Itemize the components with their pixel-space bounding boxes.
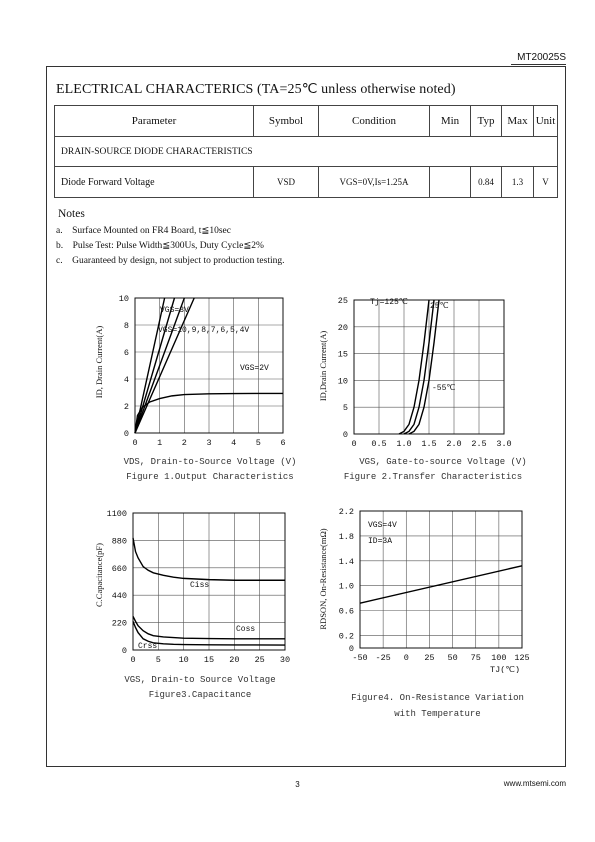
chart2-caption: Figure 2.Transfer Characteristics <box>343 472 523 482</box>
annotation-label: Ciss <box>190 581 210 590</box>
y-tick-label: 0.2 <box>338 631 354 642</box>
y-tick-label: 25 <box>337 296 348 306</box>
chart-transfer-characteristics <box>318 290 523 450</box>
x-tick-label: 75 <box>470 653 481 663</box>
chart-capacitance <box>90 505 295 667</box>
y-tick-label: 10 <box>118 294 129 304</box>
annotation-label: Coss <box>236 625 256 634</box>
page-number: 3 <box>295 780 300 789</box>
y-axis-label: RDSON, On-Resistance(mΩ) <box>318 528 328 630</box>
section-title: ELECTRICAL CHARACTERICS (TA=25℃ unless otherwise noted) <box>56 82 456 97</box>
y-tick-label: 0.6 <box>338 606 354 617</box>
y-axis-label: ID, Drain Current(A) <box>94 325 104 399</box>
cell-parameter: Diode Forward Voltage <box>55 167 254 198</box>
annotation-label: VGS=10,9,8,7,6,5,4V <box>158 326 250 335</box>
header-rule <box>511 64 566 65</box>
plot-frame <box>360 511 522 648</box>
chart1-xlabel: VDS, Drain-to-Source Voltage (V) <box>123 457 297 467</box>
notes-heading: Notes <box>58 208 85 220</box>
y-tick-label: 220 <box>111 618 127 629</box>
x-tick-label: 50 <box>447 653 458 663</box>
y-tick-label: 0 <box>121 646 127 656</box>
x-axis-label: TJ(℃) <box>490 665 520 673</box>
x-tick-label: 1.0 <box>396 439 412 449</box>
cell-condition: VGS=0V,Is=1.25A <box>319 167 430 198</box>
note-c <box>56 256 284 266</box>
cell-symbol: VSD <box>254 167 319 198</box>
y-tick-label: 1.4 <box>338 556 354 567</box>
y-axis-label: C.Capacitance(pF) <box>94 543 104 607</box>
y-tick-label: 1100 <box>106 509 127 519</box>
chart-on-resistance <box>318 503 543 673</box>
note-marker: a. <box>56 226 63 236</box>
x-tick-label: 0.5 <box>371 439 387 449</box>
y-axis-label: ID,Drain Current(A) <box>318 330 328 402</box>
annotation-label: 25℃ <box>430 302 449 311</box>
x-tick-label: 2.0 <box>446 439 462 449</box>
y-tick-label: 1.0 <box>338 581 354 592</box>
th-unit: Unit <box>534 106 558 137</box>
electrical-table <box>54 105 558 198</box>
x-tick-label: 25 <box>424 653 435 663</box>
series-line-4 <box>135 298 194 433</box>
x-tick-label: 15 <box>203 655 215 665</box>
annotation-label: -55℃ <box>432 384 456 393</box>
x-tick-label: -50 <box>352 653 368 663</box>
table-row <box>55 167 558 198</box>
annotation-label: Tj=125℃ <box>370 298 408 307</box>
x-tick-label: 30 <box>279 655 291 665</box>
note-a <box>56 225 231 236</box>
x-tick-label: 0 <box>130 655 136 665</box>
y-tick-label: 0 <box>342 430 348 440</box>
y-tick-label: 8 <box>123 321 129 331</box>
y-tick-label: 440 <box>111 591 127 602</box>
x-tick-label: 5 <box>255 438 261 448</box>
y-tick-label: 0 <box>348 644 354 654</box>
cell-max: 1.3 <box>502 167 534 198</box>
y-tick-label: 4 <box>123 375 129 385</box>
x-tick-label: 2.5 <box>471 439 487 449</box>
y-tick-label: 2.2 <box>338 507 354 517</box>
note-text: Guaranteed by design, not subject to production testing. <box>72 256 285 266</box>
th-condition: Condition <box>319 106 430 137</box>
x-tick-label: -25 <box>375 653 391 663</box>
table-section-row <box>55 137 558 167</box>
cell-typ: 0.84 <box>471 167 502 198</box>
x-tick-label: 3 <box>206 438 212 448</box>
y-tick-label: 2 <box>123 402 129 412</box>
annotation-label: VGS=4V <box>368 521 397 530</box>
website: www.mtsemi.com <box>503 779 566 788</box>
y-tick-label: 6 <box>123 348 129 358</box>
section-label: DRAIN-SOURCE DIODE CHARACTERISTICS <box>55 137 558 167</box>
x-tick-label: 125 <box>514 653 530 663</box>
x-tick-label: 1 <box>157 438 163 448</box>
annotation-label: VGS=3V <box>160 306 189 315</box>
series-line-2 <box>135 298 174 433</box>
part-number: MT20025S <box>517 52 566 63</box>
cell-unit: V <box>534 167 558 198</box>
th-parameter: Parameter <box>55 106 254 137</box>
series-line-1 <box>360 566 522 603</box>
chart3-caption: Figure3.Capacitance <box>148 690 252 700</box>
x-tick-label: 5 <box>155 655 161 665</box>
x-tick-label: 0 <box>351 439 357 449</box>
cell-min <box>430 167 471 198</box>
chart1-caption: Figure 1.Output Characteristics <box>126 472 294 482</box>
th-typ: Typ <box>471 106 502 137</box>
x-tick-label: 10 <box>178 655 189 665</box>
x-tick-label: 0 <box>132 438 138 448</box>
y-tick-label: 660 <box>111 563 127 574</box>
th-max: Max <box>502 106 534 137</box>
x-tick-label: 3.0 <box>496 439 512 449</box>
chart2-xlabel: VGS, Gate-to-source Voltage (V) <box>359 457 527 467</box>
x-tick-label: 4 <box>231 438 237 448</box>
x-tick-label: 6 <box>280 438 286 448</box>
annotation-label: VGS=2V <box>240 364 269 373</box>
table-header-row <box>55 106 558 137</box>
chart3-xlabel: VGS, Drain-to Source Voltage <box>124 675 276 685</box>
series-line-1 <box>399 300 429 434</box>
x-tick-label: 20 <box>229 655 240 665</box>
series-line-2 <box>404 300 434 434</box>
chart-output-characteristics <box>90 290 295 450</box>
th-min: Min <box>430 106 471 137</box>
x-tick-label: 2 <box>181 438 187 448</box>
x-tick-label: 25 <box>254 655 265 665</box>
x-tick-label: 1.5 <box>421 439 437 449</box>
chart4-caption: Figure4. On-Resistance Variation with Temperature <box>351 693 524 719</box>
note-text: Pulse Test: Pulse Width≦300Us, Duty Cycle≦2% <box>72 241 264 251</box>
note-marker: b. <box>56 241 64 251</box>
y-tick-label: 0 <box>123 429 129 439</box>
y-tick-label: 880 <box>111 536 127 547</box>
annotation-label: ID=3A <box>368 537 393 546</box>
note-b <box>56 240 264 251</box>
x-tick-label: 0 <box>403 653 409 663</box>
series-line-3 <box>409 300 439 434</box>
y-tick-label: 15 <box>337 349 348 360</box>
note-text: Surface Mounted on FR4 Board, t≦10sec <box>72 226 231 236</box>
x-tick-label: 100 <box>491 653 507 663</box>
note-marker: c. <box>56 256 63 266</box>
y-tick-label: 5 <box>342 403 348 414</box>
y-tick-label: 1.8 <box>338 531 354 542</box>
th-symbol: Symbol <box>254 106 319 137</box>
annotation-label: Crss <box>138 642 158 651</box>
y-tick-label: 20 <box>337 322 348 333</box>
y-tick-label: 10 <box>337 376 348 387</box>
